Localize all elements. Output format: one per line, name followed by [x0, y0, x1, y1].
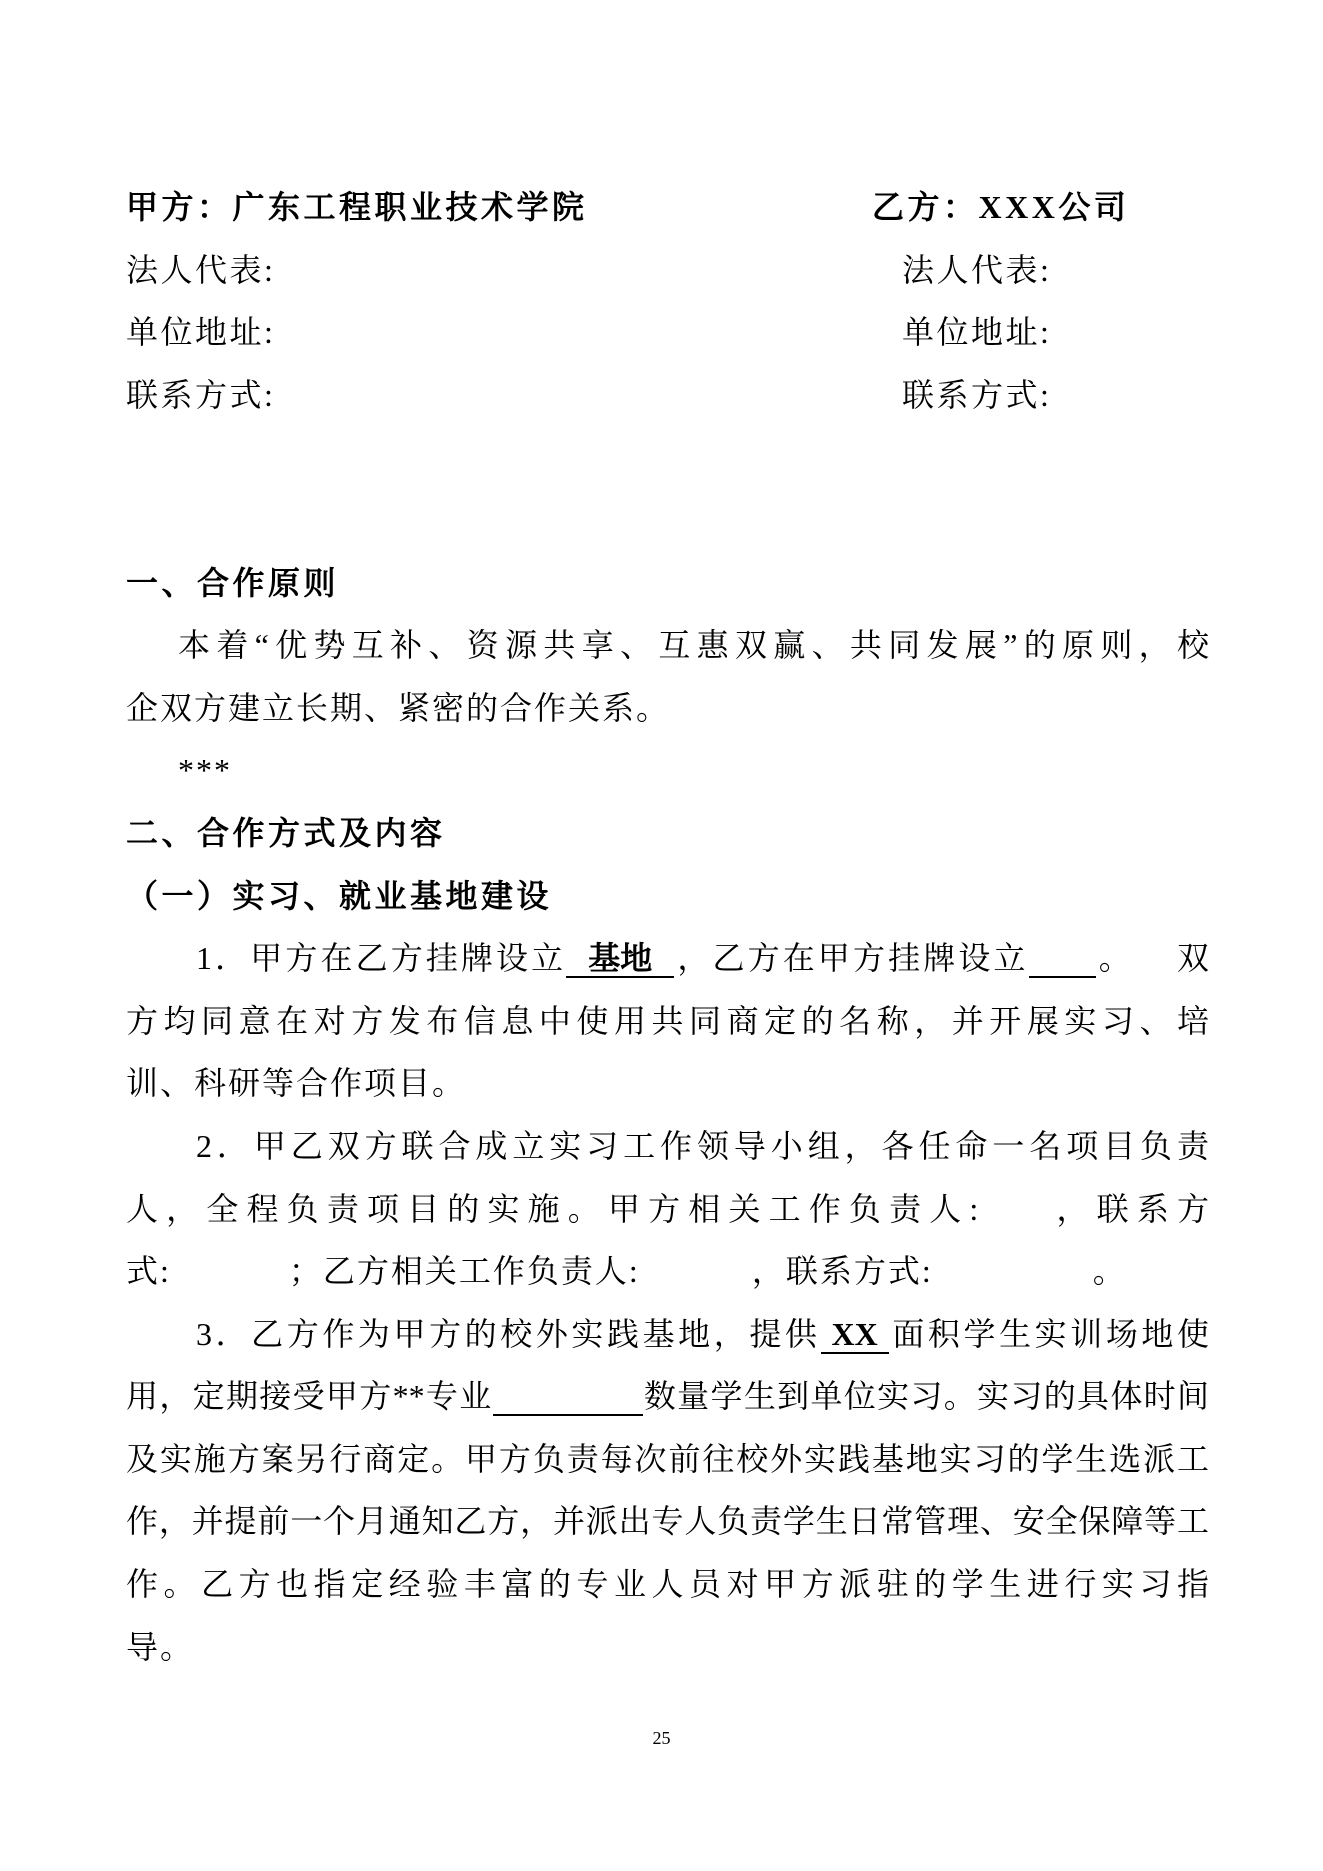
item-3-line-6: 导。	[126, 1628, 195, 1665]
section-spacer	[126, 426, 1209, 551]
section-1-paragraph-line-1: 本着“优势互补、资源共享、互惠双赢、共同发展”的原则，校	[178, 627, 1209, 664]
blank-field	[1029, 940, 1096, 978]
item-1-end-punctuation: 。	[1095, 940, 1134, 977]
party-a-contact-person-text: 人，全程负责项目的实施。甲方相关工作负责人:	[126, 1190, 979, 1227]
item-3-line-2-lead: 用，定期接受甲方**专业	[126, 1378, 493, 1415]
party-a-title: 甲方：广东工程职业技术学院	[126, 189, 588, 225]
item-3-line-1	[126, 1303, 1209, 1366]
party-b-contact-person-text: ；乙方相关工作负责人:	[288, 1253, 640, 1290]
item-1-line-2: 方均同意在对方发布信息中使用共同商定的名称，并开展实习、培	[126, 1002, 1209, 1039]
section-2-heading: 二、合作方式及内容	[126, 814, 446, 851]
item-2-end-punctuation: 。	[1092, 1253, 1127, 1290]
party-b-address-label: 单位地址:	[902, 314, 1052, 351]
party-title-row	[126, 176, 1209, 239]
item-3-line-2-tail: 数量学生到单位实习。实习的具体时间	[642, 1378, 1209, 1415]
contact-row	[126, 364, 1209, 427]
item-3-line-2	[126, 1365, 1209, 1428]
item-2-line-3-lead: 式:	[126, 1253, 171, 1290]
address-row	[126, 301, 1209, 364]
item-3-lead-text: 3．乙方作为甲方的校外实践基地，提供	[196, 1315, 821, 1352]
area-field: XX	[821, 1316, 889, 1354]
item-3-tail-text: 面积学生实训场地使	[888, 1315, 1209, 1352]
item-3-line-3: 及实施方案另行商定。甲方负责每次前往校外实践基地实习的学生选派工	[126, 1440, 1209, 1477]
base-name-field: 基地	[566, 940, 674, 978]
item-3-line-4: 作，并提前一个月通知乙方，并派出专人负责学生日常管理、安全保障等工	[126, 1503, 1209, 1540]
party-a-address-label: 单位地址:	[126, 314, 276, 351]
section-2-subheading: （一）实习、就业基地建设	[126, 877, 553, 914]
section-1-paragraph-line-2: 企双方建立长期、紧密的合作关系。	[126, 689, 671, 726]
item-3-line-5: 作。乙方也指定经验丰富的专业人员对甲方派驻的学生进行实习指	[126, 1566, 1209, 1603]
section-separator: ***	[178, 752, 232, 789]
party-b-contact-label: 联系方式:	[902, 376, 1052, 413]
item-1-line-1	[126, 927, 1209, 990]
party-a-legal-representative-label: 法人代表:	[126, 251, 276, 288]
party-b-legal-representative-label: 法人代表:	[902, 251, 1052, 288]
page-number: 25	[652, 1728, 671, 1748]
party-a-contact-label: 联系方式:	[126, 376, 276, 413]
item-2-line-1: 2．甲乙双方联合成立实习工作领导小组，各任命一名项目负责	[196, 1127, 1209, 1164]
item-2-line-2	[126, 1178, 1209, 1241]
section-1-heading: 一、合作原则	[126, 564, 340, 601]
agreement-body	[126, 176, 1209, 1678]
item-1-tail-text: 双	[1173, 940, 1209, 977]
contact-method-label: ，联系方式:	[751, 1253, 933, 1290]
item-1-mid-text: ，乙方在甲方挂牌设立	[674, 940, 1029, 977]
student-count-blank-field	[493, 1378, 643, 1416]
item-2-line-2-tail: ，联系方	[1048, 1190, 1209, 1227]
item-2-line-3	[126, 1240, 1209, 1303]
item-1-line-3: 训、科研等合作项目。	[126, 1065, 467, 1102]
party-b-title: 乙方：XXX公司	[872, 189, 1130, 225]
item-1-lead-text: 1．甲方在乙方挂牌设立	[196, 940, 567, 977]
legal-representative-row	[126, 239, 1209, 302]
